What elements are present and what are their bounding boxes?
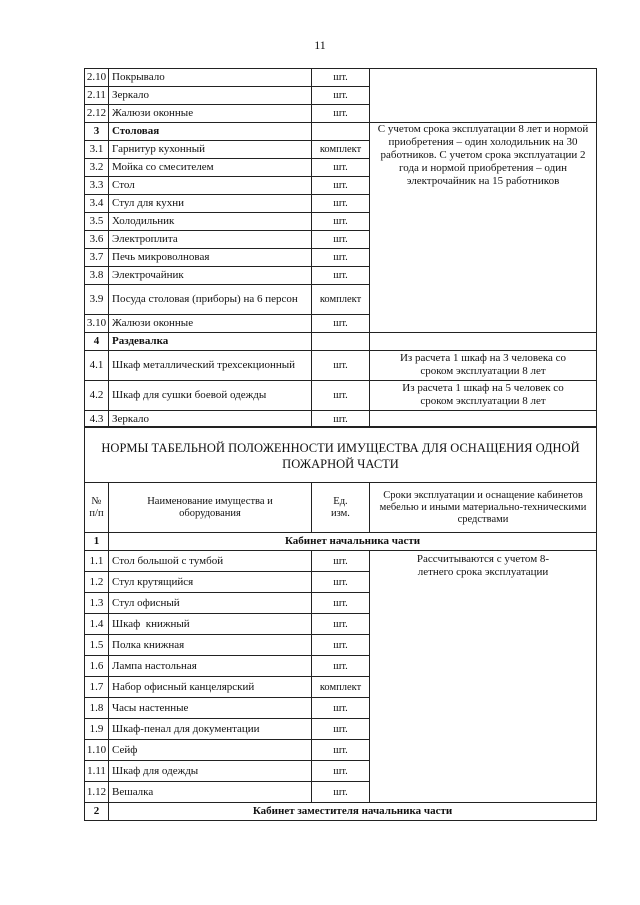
top-table	[84, 68, 597, 428]
row-number: 1.11	[85, 761, 109, 782]
header-unit: Ед. изм.	[312, 483, 370, 533]
item-unit: шт.	[312, 761, 370, 782]
item-name: Электрочайник	[109, 267, 312, 285]
row-number: 4.1	[85, 351, 109, 381]
item-name: Шкаф книжный	[109, 614, 312, 635]
row-number: 4.2	[85, 381, 109, 411]
canteen-note: С учетом срока эксплуатации 8 лет и нормой приобретения – один холодильник на 30 работников. С учетом срока эксплуатации 2 года и нормой приобретения – один электрочайник на 15 работников	[370, 123, 597, 333]
item-name: Набор офисный канцелярский	[109, 677, 312, 698]
item-unit: шт.	[312, 249, 370, 267]
section-title: Кабинет начальника части	[109, 533, 597, 551]
norms-title: НОРМЫ ТАБЕЛЬНОЙ ПОЛОЖЕННОСТИ ИМУЩЕСТВА ДЛЯ ОСНАЩЕНИЯ ОДНОЙ ПОЖАРНОЙ ЧАСТИ	[85, 427, 597, 483]
norms-table	[84, 426, 597, 821]
row-number: 1.5	[85, 635, 109, 656]
item-name: Жалюзи оконные	[109, 315, 312, 333]
row-number: 1.7	[85, 677, 109, 698]
row-number: 3.7	[85, 249, 109, 267]
item-name: Посуда столовая (приборы) на 6 персон	[109, 285, 312, 315]
row-number: 2.10	[85, 69, 109, 87]
item-unit: шт.	[312, 351, 370, 381]
item-name: Стул офисный	[109, 593, 312, 614]
item-unit: шт.	[312, 782, 370, 803]
item-unit: шт.	[312, 593, 370, 614]
row-number: 3.10	[85, 315, 109, 333]
item-name: Шкаф металлический трехсекционный	[109, 351, 312, 381]
item-unit: комплект	[312, 285, 370, 315]
item-unit: шт.	[312, 635, 370, 656]
item-name: Мойка со смесителем	[109, 159, 312, 177]
header-terms: Сроки эксплуатации и оснащение кабинетов мебелью и иными материально-техническими средствами	[370, 483, 597, 533]
item-name: Стул крутящийся	[109, 572, 312, 593]
item-unit: шт.	[312, 698, 370, 719]
item-name: Шкаф для одежды	[109, 761, 312, 782]
row-number: 1.10	[85, 740, 109, 761]
item-name: Электроплита	[109, 231, 312, 249]
row-number: 1.8	[85, 698, 109, 719]
row-number: 1.1	[85, 551, 109, 572]
item-unit: шт.	[312, 69, 370, 87]
row-number: 1.3	[85, 593, 109, 614]
section-title: Раздевалка	[109, 333, 312, 351]
item-unit: шт.	[312, 315, 370, 333]
row-number: 3.9	[85, 285, 109, 315]
item-name: Полка книжная	[109, 635, 312, 656]
item-name: Жалюзи оконные	[109, 105, 312, 123]
item-name: Покрывало	[109, 69, 312, 87]
row-number: 1.9	[85, 719, 109, 740]
row-number: 1.6	[85, 656, 109, 677]
section-number: 4	[85, 333, 109, 351]
section1-note: Рассчитываются с учетом 8-летнего срока эксплуатации	[370, 551, 597, 803]
item-unit: шт.	[312, 195, 370, 213]
section-number: 1	[85, 533, 109, 551]
item-name: Стол большой с тумбой	[109, 551, 312, 572]
item-unit: шт.	[312, 159, 370, 177]
item-name: Шкаф-пенал для документации	[109, 719, 312, 740]
item-name: Лампа настольная	[109, 656, 312, 677]
header-name: Наименование имущества и оборудования	[109, 483, 312, 533]
empty-note-cell	[370, 69, 597, 123]
item-name: Зеркало	[109, 87, 312, 105]
item-unit	[312, 123, 370, 141]
row-number: 3.6	[85, 231, 109, 249]
item-unit: шт.	[312, 614, 370, 635]
item-unit	[312, 333, 370, 351]
item-unit: шт.	[312, 719, 370, 740]
row-number: 3.8	[85, 267, 109, 285]
item-name: Печь микроволновая	[109, 249, 312, 267]
item-unit: шт.	[312, 231, 370, 249]
header-number: № п/п	[85, 483, 109, 533]
item-unit: шт.	[312, 740, 370, 761]
section-number: 3	[85, 123, 109, 141]
locker-note: Из расчета 1 шкаф на 3 человека со сроком эксплуатации 8 лет	[370, 351, 597, 381]
item-unit: шт.	[312, 87, 370, 105]
item-name: Зеркало	[109, 411, 312, 428]
row-number: 1.4	[85, 614, 109, 635]
item-unit: шт.	[312, 551, 370, 572]
row-number: 3.2	[85, 159, 109, 177]
item-name: Вешалка	[109, 782, 312, 803]
item-name: Стул для кухни	[109, 195, 312, 213]
item-unit: комплект	[312, 141, 370, 159]
row-number: 2.12	[85, 105, 109, 123]
item-name: Сейф	[109, 740, 312, 761]
item-name: Гарнитур кухонный	[109, 141, 312, 159]
row-number: 1.2	[85, 572, 109, 593]
row-number: 1.12	[85, 782, 109, 803]
row-number: 3.3	[85, 177, 109, 195]
item-unit: шт.	[312, 411, 370, 428]
item-unit: шт.	[312, 267, 370, 285]
item-name: Шкаф для сушки боевой одежды	[109, 381, 312, 411]
row-number: 3.1	[85, 141, 109, 159]
item-unit: шт.	[312, 213, 370, 231]
item-unit: шт.	[312, 105, 370, 123]
item-name: Холодильник	[109, 213, 312, 231]
row-number: 3.4	[85, 195, 109, 213]
dryer-note: Из расчета 1 шкаф на 5 человек со сроком эксплуатации 8 лет	[370, 381, 597, 411]
item-unit: шт.	[312, 656, 370, 677]
section-title: Столовая	[109, 123, 312, 141]
item-unit: шт.	[312, 572, 370, 593]
item-name: Стол	[109, 177, 312, 195]
item-name: Часы настенные	[109, 698, 312, 719]
section-number: 2	[85, 803, 109, 821]
item-unit: шт.	[312, 381, 370, 411]
empty-note-cell	[370, 411, 597, 428]
section-title: Кабинет заместителя начальника части	[109, 803, 597, 821]
item-unit: комплект	[312, 677, 370, 698]
row-number: 2.11	[85, 87, 109, 105]
empty-note-cell	[370, 333, 597, 351]
page-number: 11	[314, 38, 326, 52]
row-number: 3.5	[85, 213, 109, 231]
row-number: 4.3	[85, 411, 109, 428]
item-unit: шт.	[312, 177, 370, 195]
